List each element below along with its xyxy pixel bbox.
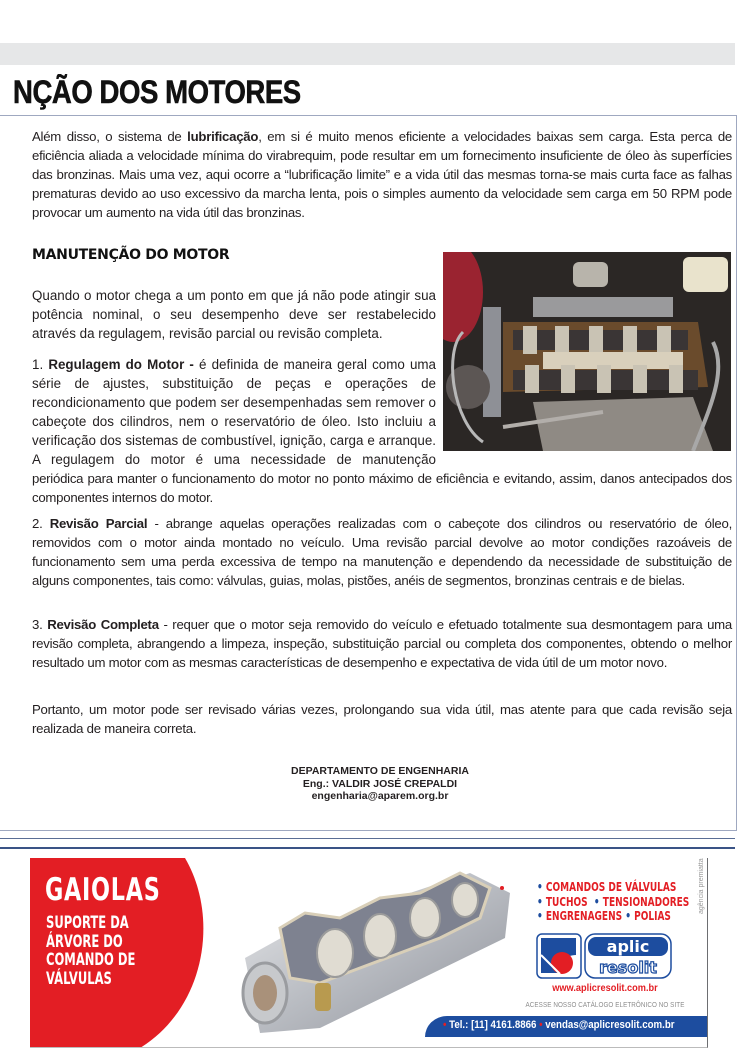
ad-product-line bbox=[537, 909, 689, 924]
logo-text-top: aplic bbox=[606, 937, 650, 956]
bullet-icon: • bbox=[593, 893, 600, 909]
ad-product: ENGRENAGENS bbox=[545, 908, 623, 923]
bullet-icon: • bbox=[537, 908, 543, 923]
item-title: Revisão Completa bbox=[47, 617, 159, 632]
item-revisao-completa bbox=[32, 615, 732, 672]
logo-text-bottom: resolit bbox=[599, 958, 657, 977]
ad-product: TENSIONADORES bbox=[602, 893, 690, 909]
engine-illustration bbox=[443, 252, 731, 451]
agency-credit: agência premiatta bbox=[698, 858, 705, 914]
ad-subtitle-line: COMANDO DE bbox=[46, 950, 136, 970]
ad-website-link[interactable]: www.aplicresolit.com.br bbox=[552, 983, 658, 994]
bullet-icon: • bbox=[443, 1019, 447, 1031]
advertisement[interactable] bbox=[30, 858, 708, 1048]
engineer-name: Eng.: VALDIR JOSÉ CREPALDI bbox=[302, 777, 458, 790]
intro-bold-term: lubrificação bbox=[187, 129, 259, 144]
item-regulagem-wide: periódica para manter o funcionamento do motor no ponto máximo de eficiência e evitando, assim, danos antecipados dos componentes internos do motor. bbox=[32, 471, 732, 505]
bullet-icon: • bbox=[539, 1019, 543, 1031]
section-heading: MANUTENÇÃO DO MOTOR bbox=[32, 247, 230, 263]
ad-email[interactable]: vendas@aplicresolit.com.br bbox=[545, 1019, 675, 1031]
section-lead: Quando o motor chega a um ponto em que já não pode atingir sua potência nominal, o seu desempenho deve ser restabelecido através da regulagem, revisão parcial ou revisão completa. bbox=[32, 288, 436, 341]
ad-product: POLIAS bbox=[634, 908, 671, 923]
ad-product-line bbox=[537, 895, 689, 910]
engine-photo bbox=[443, 252, 731, 451]
page-title: NÇÃO DOS MOTORES bbox=[13, 74, 301, 110]
ad-phone[interactable]: Tel.: [11] 4161.8866 bbox=[449, 1019, 537, 1031]
ad-contact-bar bbox=[425, 1016, 708, 1037]
divider-thin bbox=[0, 838, 735, 839]
intro-text-rest: , em si é muito menos eficiente a velocidades baixas sem carga. Esta perca de eficiência aliada a velocidade mínima do virabrequim, pode resultar em um fornecimento insuficiente de óleo às superfícies das bronzinas. Mais uma vez, aqui ocorre a “lubrificação limite” e a vida útil das mesmas torna-se mais curta face as falhas prematuras devido ao uso excessivo da marcha lenta, pois o simples aumento da velocidade sem carga em 50 RPM pode provocar um aumento na vida útil das bronzinas. bbox=[32, 129, 732, 220]
ad-product-line bbox=[537, 880, 689, 895]
bullet-icon: • bbox=[625, 908, 631, 923]
ad-catalog-note: ACESSE NOSSO CATÁLOGO ELETRÔNICO NO SITE bbox=[525, 1000, 685, 1009]
ad-title: GAIOLAS bbox=[45, 872, 161, 908]
bullet-icon: • bbox=[537, 893, 543, 909]
ad-product: TUCHOS bbox=[545, 893, 588, 909]
item-text: - abrange aquelas operações realizadas com o cabeçote dos cilindros ou reservatório de óleo, removidos com o motor ainda montado no veículo. Uma revisão parcial devolve ao motor condições razoáveis de funcionamento sem uma perda excessiva de tempo na manutenção e dependendo da necessidade de substituição de alguns componentes, tais como: válvulas, guias, molas, pistões, anéis de segmentos, bronzinas centrais e de bielas. bbox=[32, 516, 732, 588]
item-text: é definida de maneira geral como uma série de ajustes, substituição de peças e operações de recondicionamento que podem ser desempenhadas sem remover o cabeçote dos cilindros, nem o reservatório de óleo. Isto incluiu a verificação dos sistemas de combustível, ignição, carga e arranque. A regulagem do motor é uma necessidade de manutenção bbox=[32, 357, 437, 467]
item-text: - requer que o motor seja removido do veículo e efetuado totalmente sua desmontagem para uma revisão completa, abrangendo a limpeza, inspeção, substituição parcial ou completa dos componentes, obtendo o melhor resultado um motor com as mesmas características de desempenho e expectativa de vida útil de um motor novo. bbox=[32, 617, 732, 670]
item-regulagem-narrow bbox=[32, 355, 436, 469]
intro-paragraph bbox=[32, 127, 732, 222]
signature-block bbox=[230, 765, 530, 803]
ad-subtitle-line: VÁLVULAS bbox=[46, 968, 112, 989]
ad-product-list bbox=[537, 880, 689, 924]
ad-contact-info bbox=[443, 1019, 675, 1031]
closing-paragraph: Portanto, um motor pode ser revisado várias vezes, prolongando sua vida útil, mas atente para que cada revisão seja realizada de maneira correta. bbox=[32, 702, 732, 736]
item-number: 1. bbox=[32, 357, 49, 372]
item-title: Revisão Parcial bbox=[49, 516, 148, 531]
ad-subtitle-line: ÁRVORE DO bbox=[46, 931, 123, 952]
intro-text: Além disso, o sistema de bbox=[32, 129, 188, 144]
bullet-icon: • bbox=[537, 879, 543, 894]
header-band bbox=[0, 43, 735, 65]
department-name: DEPARTAMENTO DE ENGENHARIA bbox=[291, 765, 469, 777]
item-number: 2. bbox=[32, 516, 50, 531]
ad-subtitle-line: SUPORTE DA bbox=[46, 913, 129, 933]
ad-product: COMANDOS DE VÁLVULAS bbox=[545, 879, 677, 894]
item-title: Regulagem do Motor - bbox=[48, 357, 194, 372]
aplic-resolit-logo bbox=[536, 933, 672, 979]
item-revisao-parcial bbox=[32, 514, 732, 590]
item-number: 3. bbox=[32, 617, 48, 632]
divider-thick bbox=[0, 847, 735, 849]
engineer-email[interactable]: engenharia@aparem.org.br bbox=[311, 790, 449, 802]
ad-subtitle bbox=[46, 914, 135, 988]
